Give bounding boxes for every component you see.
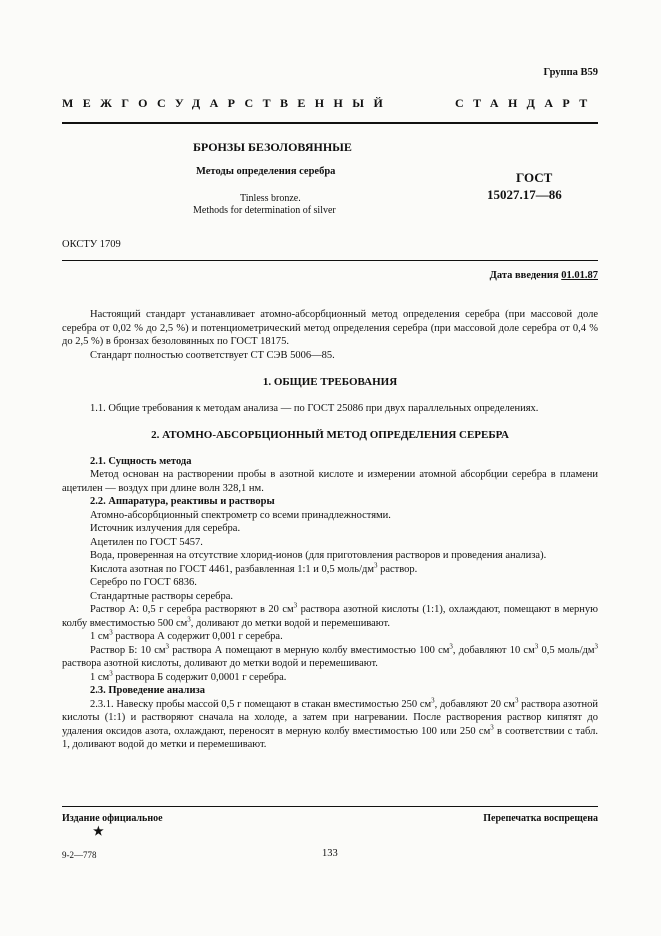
date-value: 01.01.87	[561, 270, 598, 281]
gost-label: ГОСТ	[516, 170, 553, 185]
okstu-code: ОКСТУ 1709	[62, 239, 121, 250]
document-body	[62, 308, 598, 752]
solution-a-prep: Раствор А: 0,5 г серебра растворяют в 20 $см^3$ раствора азотной кислоты (1:1), охлаждают, помещают в мерную колбу вместимостью 500 $см^3$, доливают до метки водой и перемешивают.	[62, 601, 598, 629]
equipment-item-3: Ацетилен по ГОСТ 5457.	[90, 536, 203, 548]
equipment-item-7: Стандартные растворы серебра.	[90, 590, 233, 602]
date-label: Дата введения	[489, 270, 559, 281]
doc-title: БРОНЗЫ БЕЗОЛОВЯННЫЕ	[193, 140, 352, 154]
gost-number: 15027.17—86	[487, 187, 562, 202]
section-2-title: 2. АТОМНО-АБСОРБЦИОННЫЙ МЕТОД ОПРЕДЕЛЕНИЯ СЕРЕБРА	[151, 429, 509, 441]
doc-subtitle: Методы определения серебра	[196, 166, 336, 177]
section-2-1-title: 2.1. Сущность метода	[90, 455, 192, 467]
reprint-note: Перепечатка воспрещена	[483, 813, 598, 824]
equipment-item-6: Серебро по ГОСТ 6836.	[90, 577, 197, 588]
solution-a-content: 1 $см^3$ раствора А содержит 0,001 г серебра.	[90, 628, 283, 642]
section-2-3-1-paragraph: 2.3.1. Навеску пробы массой 0,5 г помещают в стакан вместимостью 250 $см^3$, добавляют 20 $см^3$ раствора азотной кислоты (1:1) и растворяют сначала на холоде, а затем при нагревании. После растворения раствор кипятят до удаления оксидов азота, охлаждают, переносят в мерную колбу вместимостью 100 или 250 $см^3$ в соответствии с табл. 1, доливают водой до метки и перемешивают.	[62, 696, 598, 750]
intro-paragraph-1: Настоящий стандарт устанавливает атомно-абсорбционный метод определения серебра (при массовой доле серебра от 0,02 % до 2,5 %) и потенциометрический метод определения серебра (при массовой доле серебра от 0,4 % до 2,5 %) в бронзах безоловянных по ГОСТ 18175.	[62, 309, 598, 347]
print-code: 9-2—778	[62, 850, 97, 860]
doc-title-en-1: Tinless bronze.	[240, 193, 301, 204]
equipment-item-4: Вода, проверенная на отсутствие хлорид-ионов (для приготовления растворов и проведения анализа).	[90, 550, 547, 561]
equipment-item-1: Атомно-абсорбционный спектрометр со всеми принадлежностями.	[90, 509, 391, 521]
section-2-3-title: 2.3. Проведение анализа	[90, 685, 205, 696]
section-1-paragraph-1: 1.1. Общие требования к методам анализа — по ГОСТ 25086 при двух параллельных определениях.	[90, 402, 539, 414]
mid-rule	[62, 260, 598, 261]
intro-date	[490, 270, 598, 281]
top-rule	[62, 122, 598, 124]
page-number: 133	[322, 848, 338, 859]
equipment-item-5: Кислота азотная по ГОСТ 4461, разбавленная 1:1 и 0,5 моль/$дм^3$ раствор.	[90, 561, 418, 575]
star-mark: ★	[93, 824, 104, 838]
equipment-item-2: Источник излучения для серебра.	[90, 523, 241, 534]
solution-b-content: 1 $см^3$ раствора Б содержит 0,0001 г серебра.	[90, 669, 287, 683]
section-1-title: 1. ОБЩИЕ ТРЕБОВАНИЯ	[262, 376, 398, 388]
doc-title-en-2: Methods for determination of silver	[193, 205, 336, 216]
org-right: СТАНДАРТ	[455, 96, 597, 110]
solution-b-prep: Раствор Б: 10 $см^3$ раствора А помещают в мерную колбу вместимостью 100 $см^3$, добавляют 10 $см^3$ 0,5 моль/$дм^3$ раствора азотной кислоты, доливают до метки водой и перемешивают.	[62, 642, 598, 669]
section-2-2-title: 2.2. Аппаратура, реактивы и растворы	[90, 496, 275, 507]
group-label: Группа В59	[543, 67, 598, 78]
org-left: МЕЖГОСУДАРСТВЕННЫЙ	[62, 96, 393, 110]
intro-paragraph-2: Стандарт полностью соответствует СТ СЭВ 5006—85.	[90, 349, 335, 361]
section-2-1-paragraph-1: Метод основан на растворении пробы в азотной кислоте и измерении атомной абсорбции серебра в пламени ацетилен — воздух при длине волн 328,1 нм.	[62, 469, 598, 494]
bottom-rule	[62, 806, 598, 807]
edition-note: Издание официальное	[62, 813, 163, 824]
